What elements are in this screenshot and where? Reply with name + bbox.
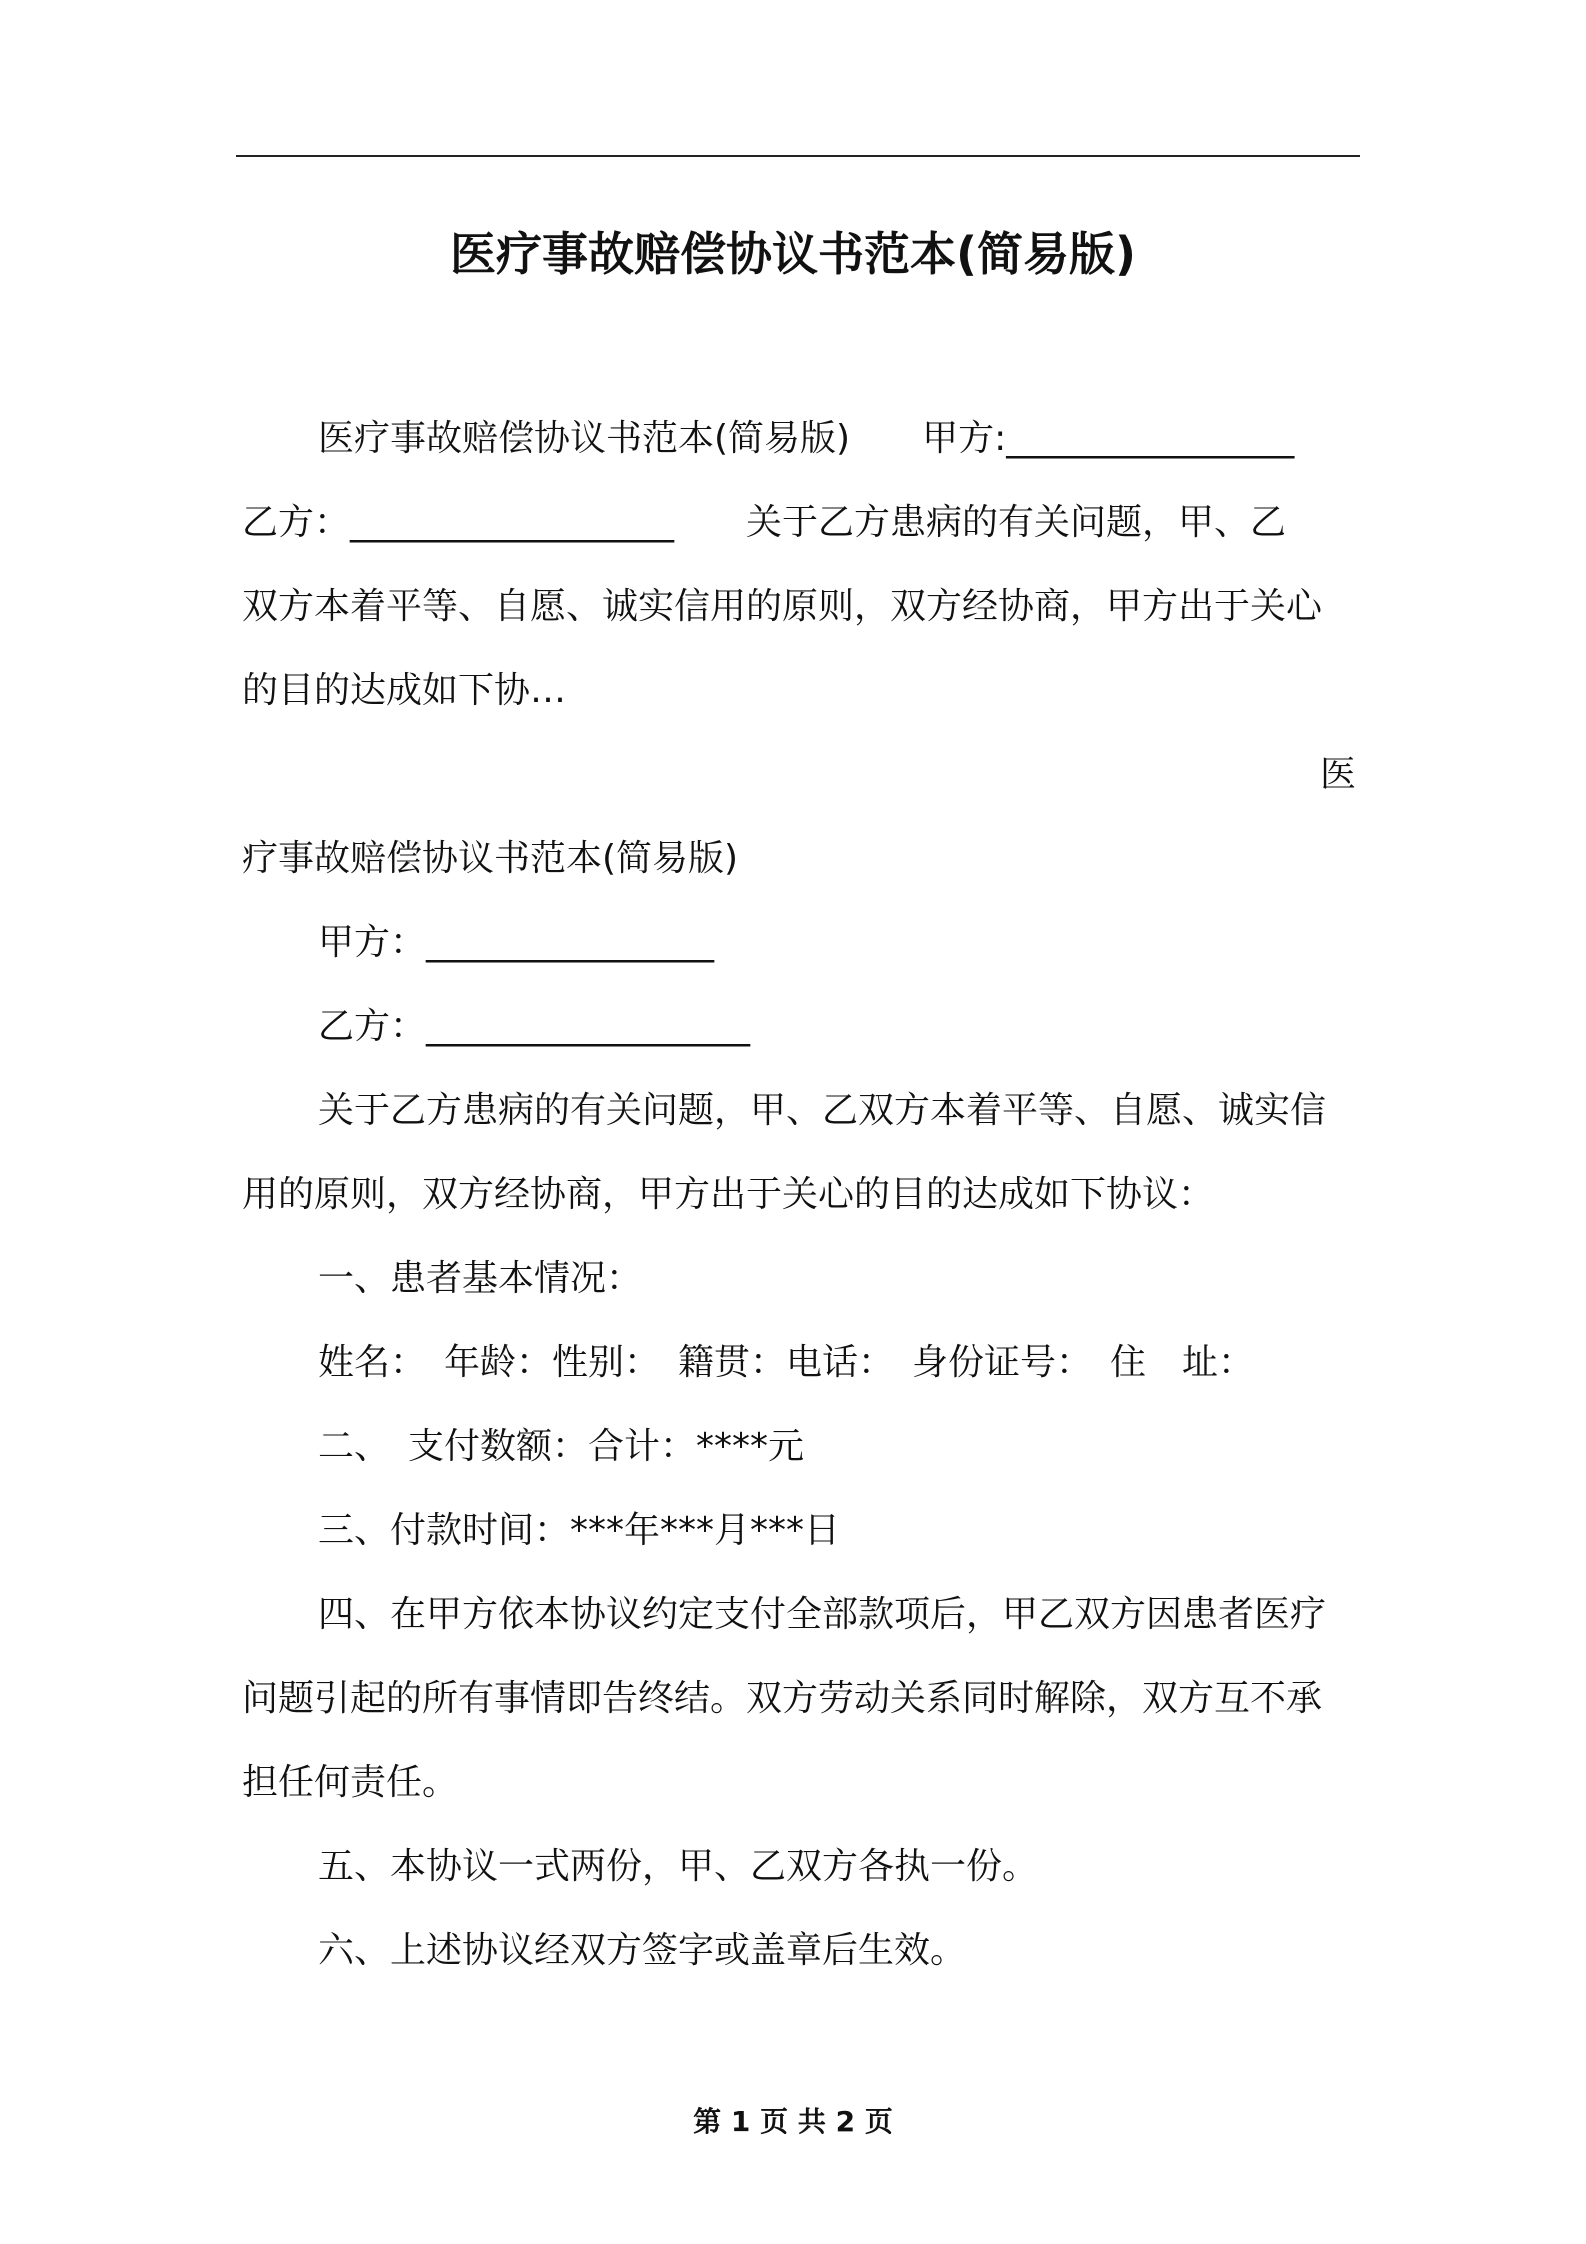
summary-line-4: 的目的达成如下协… bbox=[242, 670, 567, 711]
intro-line-2: 用的原则，双方经协商，甲方出于关心的目的达成如下协议： bbox=[242, 1174, 1215, 1215]
clause-2: 二、 支付数额：合计：****元 bbox=[318, 1426, 805, 1467]
party-a-line: 甲方：________________ bbox=[318, 922, 715, 963]
summary-line-1: 医疗事故赔偿协议书范本(简易版) 甲方:________________ bbox=[318, 418, 1295, 459]
intro-line-1: 关于乙方患病的有关问题，甲、乙双方本着平等、自愿、诚实信 bbox=[318, 1090, 1327, 1131]
page-number: 第 1 页 共 2 页 bbox=[693, 2105, 893, 2138]
clause-1-fields: 姓名： 年龄：性别： 籍贯：电话： 身份证号： 住 址： bbox=[318, 1342, 1255, 1383]
clause-3: 三、付款时间：***年***月***日 bbox=[318, 1510, 841, 1551]
summary-line-3: 双方本着平等、自愿、诚实信用的原则，双方经协商，甲方出于关心 bbox=[242, 586, 1323, 627]
clause-5: 五、本协议一式两份，甲、乙双方各执一份。 bbox=[318, 1846, 1039, 1887]
clause-4-line-2: 问题引起的所有事情即告终结。双方劳动关系同时解除，双方互不承 bbox=[242, 1678, 1323, 1719]
clause-6: 六、上述协议经双方签字或盖章后生效。 bbox=[318, 1930, 967, 1971]
summary-line-2: 乙方：__________________ 关于乙方患病的有关问题，甲、乙 bbox=[242, 502, 1287, 543]
clause-1-heading: 一、患者基本情况： bbox=[318, 1258, 643, 1299]
party-b-line: 乙方：__________________ bbox=[318, 1006, 751, 1047]
clause-4-line-3: 担任何责任。 bbox=[242, 1762, 459, 1803]
header-rule bbox=[236, 155, 1360, 157]
clause-4-line-1: 四、在甲方依本协议约定支付全部款项后，甲乙双方因患者医疗 bbox=[318, 1594, 1327, 1635]
body-title-part-2: 疗事故赔偿协议书范本(简易版) bbox=[242, 838, 739, 879]
document-title: 医疗事故赔偿协议书范本(简易版) bbox=[449, 227, 1137, 281]
body-title-part-1: 医 bbox=[1319, 754, 1356, 795]
